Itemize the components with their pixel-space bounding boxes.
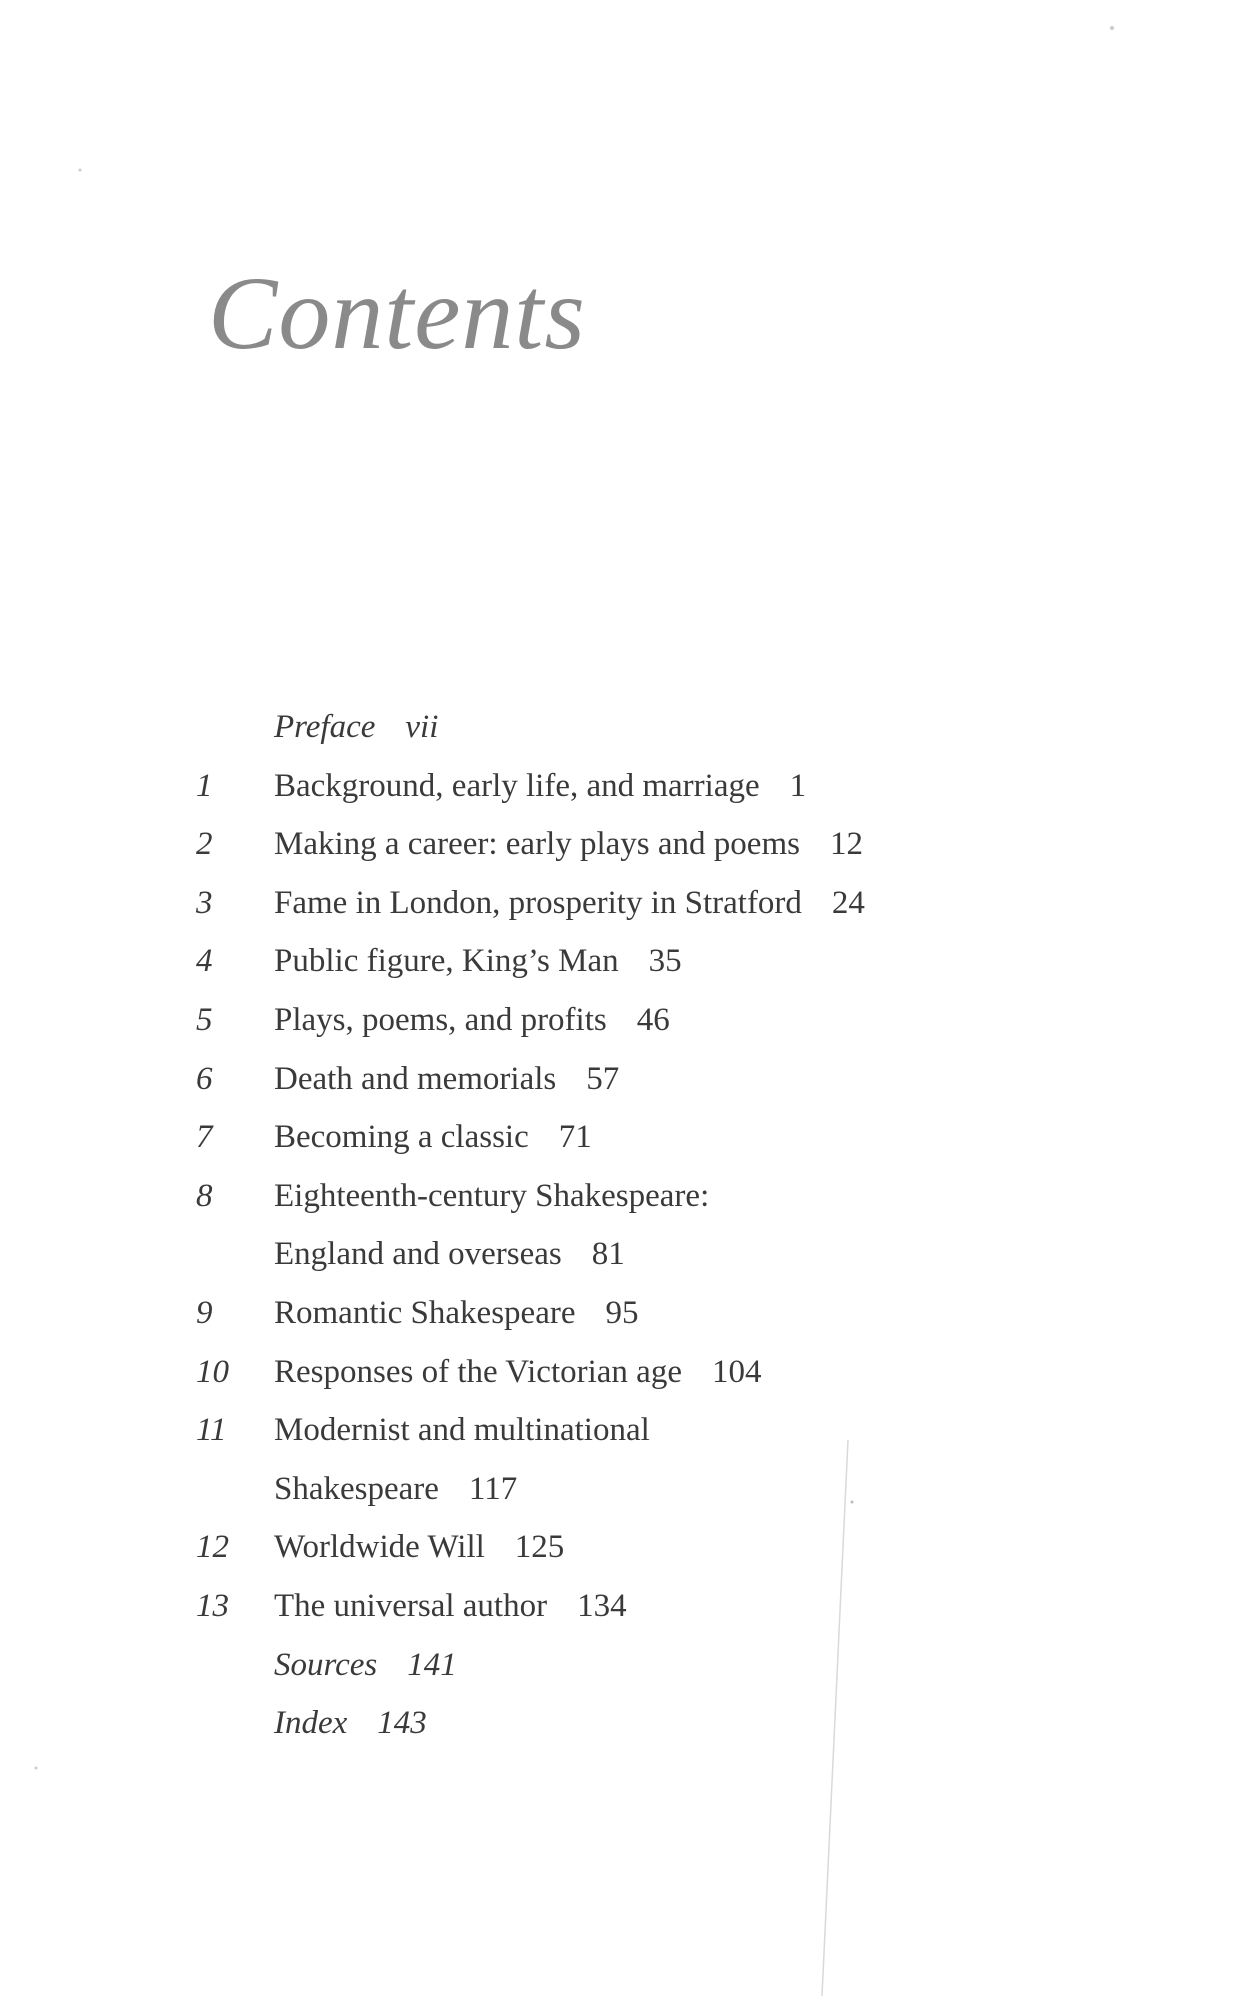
toc-entry-chapter-6[interactable] — [196, 1050, 1096, 1109]
chapter-number: 7 — [196, 1119, 213, 1156]
toc-entry-chapter-11[interactable] — [196, 1401, 1096, 1460]
page-number: 104 — [711, 1353, 762, 1390]
entry-title: Fame in London, prosperity in Stratford — [274, 884, 802, 921]
entry-title: Death and memorials — [274, 1060, 557, 1097]
page-number: 46 — [636, 1001, 670, 1038]
toc-entry-chapter-9[interactable] — [196, 1284, 1096, 1343]
entry-text — [274, 1518, 564, 1577]
entry-text — [274, 1460, 517, 1519]
entry-text — [274, 815, 863, 874]
entry-title: England and overseas — [274, 1236, 562, 1273]
toc-entry-chapter-12[interactable] — [196, 1518, 1096, 1577]
chapter-number: 8 — [196, 1177, 213, 1214]
entry-text — [274, 932, 682, 991]
entry-text — [274, 1284, 638, 1343]
toc-entry-chapter-7[interactable] — [196, 1108, 1096, 1167]
entry-title: Becoming a classic — [274, 1119, 529, 1156]
page-number: 1 — [789, 767, 807, 804]
entry-text — [274, 1050, 619, 1109]
entry-text — [274, 1343, 761, 1402]
entry-title: Background, early life, and marriage — [274, 767, 760, 804]
scan-speck — [1110, 26, 1114, 30]
entry-title: The universal author — [274, 1587, 548, 1624]
toc-entry-index[interactable] — [196, 1694, 1096, 1753]
toc-entry-chapter-13[interactable] — [196, 1577, 1096, 1636]
page-number: 141 — [407, 1646, 457, 1683]
entry-text — [274, 1108, 592, 1167]
toc-entry-chapter-8-continued[interactable] — [196, 1225, 1096, 1284]
chapter-number: 3 — [196, 884, 213, 921]
page-number: 134 — [577, 1587, 627, 1624]
toc-entry-chapter-5[interactable] — [196, 991, 1096, 1050]
page-number: 125 — [514, 1529, 565, 1566]
entry-text — [274, 1694, 427, 1753]
entry-text — [274, 1225, 625, 1284]
page-number: 57 — [586, 1060, 620, 1097]
toc-entry-chapter-3[interactable] — [196, 874, 1096, 933]
entry-title: Romantic Shakespeare — [274, 1294, 576, 1331]
page-number: 95 — [605, 1294, 639, 1331]
page-number: 117 — [468, 1470, 518, 1507]
entry-title: Public figure, King’s Man — [274, 943, 619, 980]
page-number: 81 — [591, 1236, 625, 1273]
entry-text — [274, 991, 670, 1050]
toc-entry-chapter-1[interactable] — [196, 757, 1096, 816]
entry-title: Modernist and multinational — [274, 1412, 650, 1449]
entry-title: Shakespeare — [274, 1470, 439, 1507]
table-of-contents — [196, 698, 1096, 1753]
entry-title: Making a career: early plays and poems — [274, 826, 800, 863]
entry-title: Index — [274, 1705, 348, 1742]
entry-text — [274, 1167, 709, 1226]
scan-speck — [35, 1767, 38, 1770]
chapter-number: 1 — [196, 767, 213, 804]
entry-text — [274, 698, 438, 757]
entry-title: Responses of the Victorian age — [274, 1353, 682, 1390]
entry-title: Eighteenth-century Shakespeare: — [274, 1177, 710, 1214]
chapter-number: 2 — [196, 826, 213, 863]
entry-text — [274, 874, 865, 933]
chapter-number: 13 — [196, 1587, 229, 1624]
entry-title: Plays, poems, and profits — [274, 1001, 607, 1038]
scan-speck — [79, 169, 82, 172]
page-number: 143 — [377, 1705, 427, 1742]
entry-text — [274, 1636, 457, 1695]
toc-entry-chapter-2[interactable] — [196, 815, 1096, 874]
toc-entry-sources[interactable] — [196, 1636, 1096, 1695]
toc-entry-chapter-11-continued[interactable] — [196, 1460, 1096, 1519]
chapter-number: 9 — [196, 1294, 213, 1331]
entry-text — [274, 1577, 627, 1636]
chapter-number: 5 — [196, 1001, 213, 1038]
toc-entry-chapter-10[interactable] — [196, 1343, 1096, 1402]
page-number: 24 — [831, 884, 865, 921]
entry-title: Worldwide Will — [274, 1529, 485, 1566]
page-number: vii — [405, 709, 439, 745]
entry-text — [274, 1401, 650, 1460]
chapter-number: 6 — [196, 1060, 213, 1097]
page-number: 35 — [648, 943, 682, 980]
toc-entry-chapter-4[interactable] — [196, 932, 1096, 991]
page-number: 12 — [829, 826, 863, 863]
page-title: Contents — [208, 256, 586, 371]
chapter-number: 4 — [196, 943, 213, 980]
chapter-number: 10 — [196, 1353, 229, 1390]
entry-title: Sources — [274, 1646, 378, 1683]
toc-entry-preface[interactable] — [196, 698, 1096, 757]
page-number: 71 — [558, 1119, 592, 1156]
chapter-number: 12 — [196, 1529, 229, 1566]
entry-title: Preface — [274, 709, 376, 745]
toc-entry-chapter-8[interactable] — [196, 1167, 1096, 1226]
entry-text — [274, 757, 806, 816]
chapter-number: 11 — [196, 1412, 227, 1449]
